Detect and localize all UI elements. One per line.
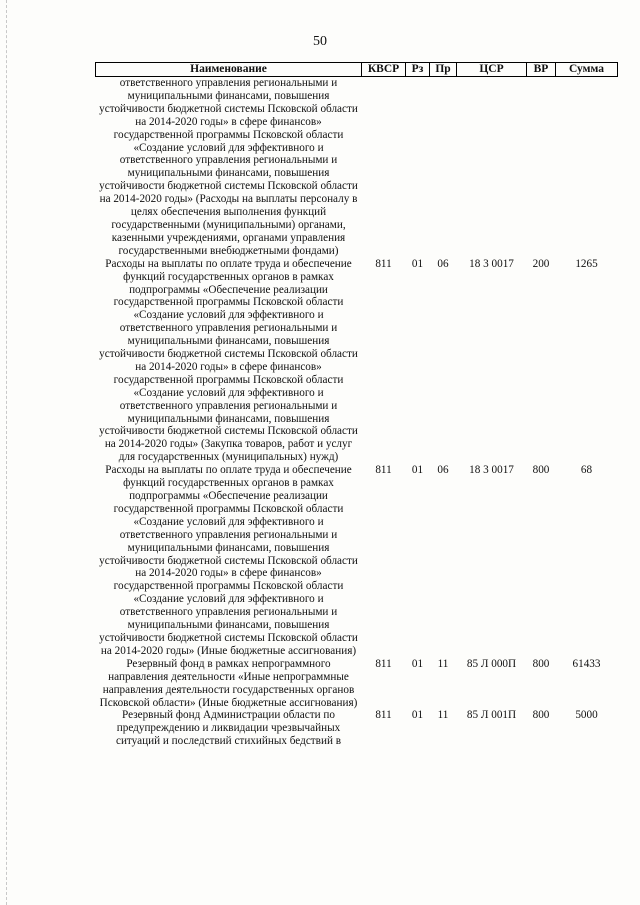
row-csr: 18 3 0017 [469,464,514,477]
row-pr: 11 [437,657,449,670]
row-name: Расходы на выплаты по оплате труда и обеспечение функций государственных органов в рамках подпрограммы «Обеспечение реализации государственной программы Псковской области «Создание условий для эффективного и ответственного управления региональными и муниципальными финансами, повышения устойчивости бюджетной системы Псковской области на 2014-2020 годы» в сфере финансов» государственной программы Псковской области «Создание условий для эффективного и ответственного управления региональными и муниципальными финансами, повышения устойчивости бюджетной системы Псковской области на 2014-2020 годы» (Иные бюджетные ассигнования) [99,464,358,657]
row-rz: 01 [411,709,424,722]
table-row [96,658,618,710]
row-vr: 800 [532,709,550,722]
row-sum: 68 [580,464,593,477]
row-csr: 85 Л 000П [466,657,517,670]
table-row [96,464,618,658]
row-pr: 11 [437,709,449,722]
scan-edge [6,0,7,905]
row-csr: 85 Л 001П [466,709,517,722]
row-vr: 800 [532,657,550,670]
row-name: Резервный фонд Администрации области по предупреждению и ликвидации чрезвычайных ситуаций и последствий стихийных бедствий в [115,709,342,748]
row-pr: 06 [437,464,449,477]
table-row [96,258,618,465]
column-header-kvsr: КВСР [362,63,406,77]
row-sum: 1265 [575,257,598,270]
row-rz [406,77,430,258]
column-header-csr: ЦСР [457,63,527,77]
row-name: ответственного управления региональными и муниципальными финансами, повышения устойчивости бюджетной системы Псковской области на 2014-2020 годы» в сфере финансов» государственной программы Псковской области «Создание условий для эффективного и ответственного управления региональными и муниципальными финансами, повышения устойчивости бюджетной системы Псковской области на 2014-2020 годы» (Расходы на выплаты персоналу в целях обеспечения выполнения функций государственными (муниципальными) органами, казенными учреждениями, органами управления государственными внебюджетными фондами) [99,77,358,257]
column-header-pr: Пр [430,63,457,77]
row-vr: 200 [532,257,550,270]
table-row [96,77,618,258]
column-header-name: Наименование [96,63,362,77]
row-vr: 800 [532,464,550,477]
row-kvsr: 811 [375,464,392,477]
table-header-row [96,63,618,77]
row-kvsr: 811 [375,709,392,722]
row-pr: 06 [437,257,449,270]
row-kvsr: 811 [375,257,392,270]
column-header-sum: Сумма [556,63,618,77]
budget-table [95,62,618,748]
row-kvsr [362,77,406,258]
row-kvsr: 811 [375,657,392,670]
row-csr: 18 3 0017 [469,257,514,270]
row-rz: 01 [411,657,424,670]
table-row [96,709,618,748]
page-number: 50 [313,34,327,49]
row-sum: 61433 [572,657,601,670]
row-rz: 01 [411,464,424,477]
row-vr [527,77,556,258]
column-header-rz: Рз [406,63,430,77]
row-sum [556,77,618,258]
row-name: Резервный фонд в рамках непрограммного направления деятельности «Иные непрограммные направления деятельности государственных органов Псковской области» (Иные бюджетные ассигнования) [99,657,358,709]
column-header-vr: ВР [527,63,556,77]
row-sum: 5000 [575,709,598,722]
row-rz: 01 [411,257,424,270]
row-name: Расходы на выплаты по оплате труда и обеспечение функций государственных органов в рамках подпрограммы «Обеспечение реализации государственной программы Псковской области «Создание условий для эффективного и ответственного управления региональными и муниципальными финансами, повышения устойчивости бюджетной системы Псковской области на 2014-2020 годы» в сфере финансов» государственной программы Псковской области «Создание условий для эффективного и ответственного управления региональными и муниципальными финансами, повышения устойчивости бюджетной системы Псковской области на 2014-2020 годы» (Закупка товаров, работ и услуг для государственных (муниципальных) нужд) [99,257,358,464]
row-pr [430,77,457,258]
row-csr [457,77,527,258]
